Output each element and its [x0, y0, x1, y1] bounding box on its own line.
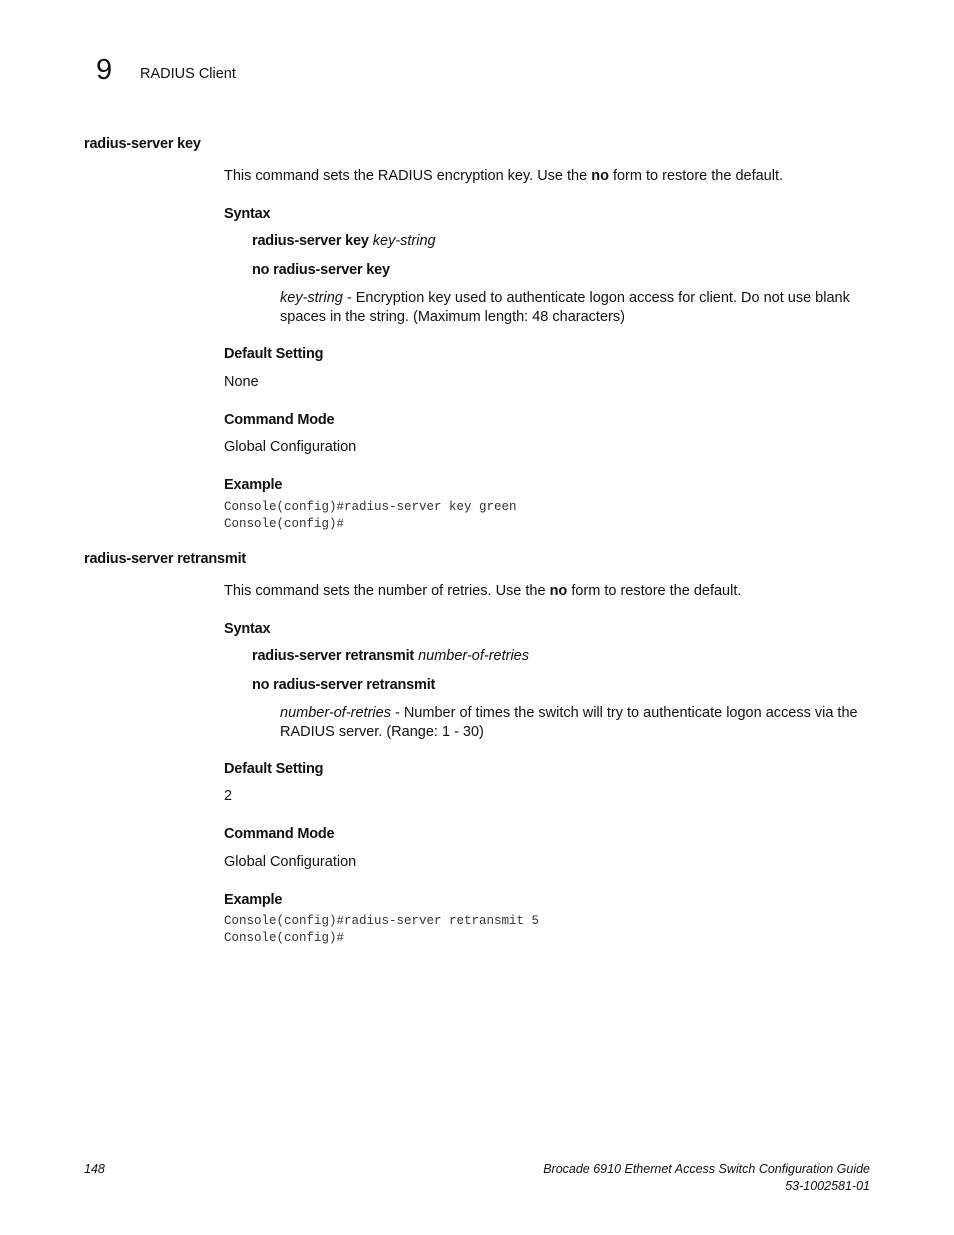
page-number: 148	[84, 1162, 105, 1176]
example-code	[224, 913, 539, 946]
syntax-command: radius-server key key-string	[252, 233, 436, 249]
command-mode-value: Global Configuration	[224, 854, 357, 870]
section-title: radius-server key	[84, 136, 201, 152]
section-description: This command sets the RADIUS encryption key. Use the no form to restore the default.	[224, 168, 784, 184]
syntax-heading: Syntax	[224, 206, 271, 222]
command-mode-value: Global Configuration	[224, 439, 357, 455]
code-line: Console(config)#radius-server retransmit 5	[224, 914, 540, 928]
example-heading: Example	[224, 892, 283, 908]
example-heading: Example	[224, 477, 283, 493]
code-line: Console(config)#	[224, 516, 345, 531]
no-keyword: no	[549, 583, 568, 599]
section-description: This command sets the number of retries. Use the no form to restore the default.	[224, 583, 742, 599]
chapter-title: RADIUS Client	[140, 66, 236, 82]
document-number: 53-1002581-01	[785, 1179, 870, 1193]
section-title: radius-server retransmit	[84, 551, 247, 567]
command-mode-heading: Command Mode	[224, 412, 335, 428]
default-setting-value: 2	[224, 788, 233, 804]
default-setting-value: None	[224, 374, 259, 390]
command-mode-heading: Command Mode	[224, 826, 335, 842]
no-keyword: no	[591, 168, 609, 184]
guide-title: Brocade 6910 Ethernet Access Switch Configuration Guide	[543, 1162, 870, 1176]
syntax-no-command: no radius-server key	[252, 262, 390, 278]
default-setting-heading: Default Setting	[224, 346, 324, 362]
code-line: Console(config)#radius-server key green	[224, 500, 517, 514]
default-setting-heading: Default Setting	[224, 761, 324, 777]
syntax-command: radius-server retransmit number-of-retries	[252, 648, 530, 664]
syntax-heading: Syntax	[224, 621, 271, 637]
parameter-description: number-of-retries - Number of times the switch will try to authenticate logon access via the RADIUS server. (Range: 1 - 30)	[280, 705, 858, 740]
code-line: Console(config)#	[224, 930, 345, 945]
example-code	[224, 499, 517, 532]
parameter-description: key-string - Encryption key used to authenticate logon access for client. Do not use blank spaces in the string. (Maximum length: 48 characters)	[280, 290, 850, 325]
chapter-number: 9	[96, 54, 113, 86]
syntax-no-command: no radius-server retransmit	[252, 677, 436, 693]
